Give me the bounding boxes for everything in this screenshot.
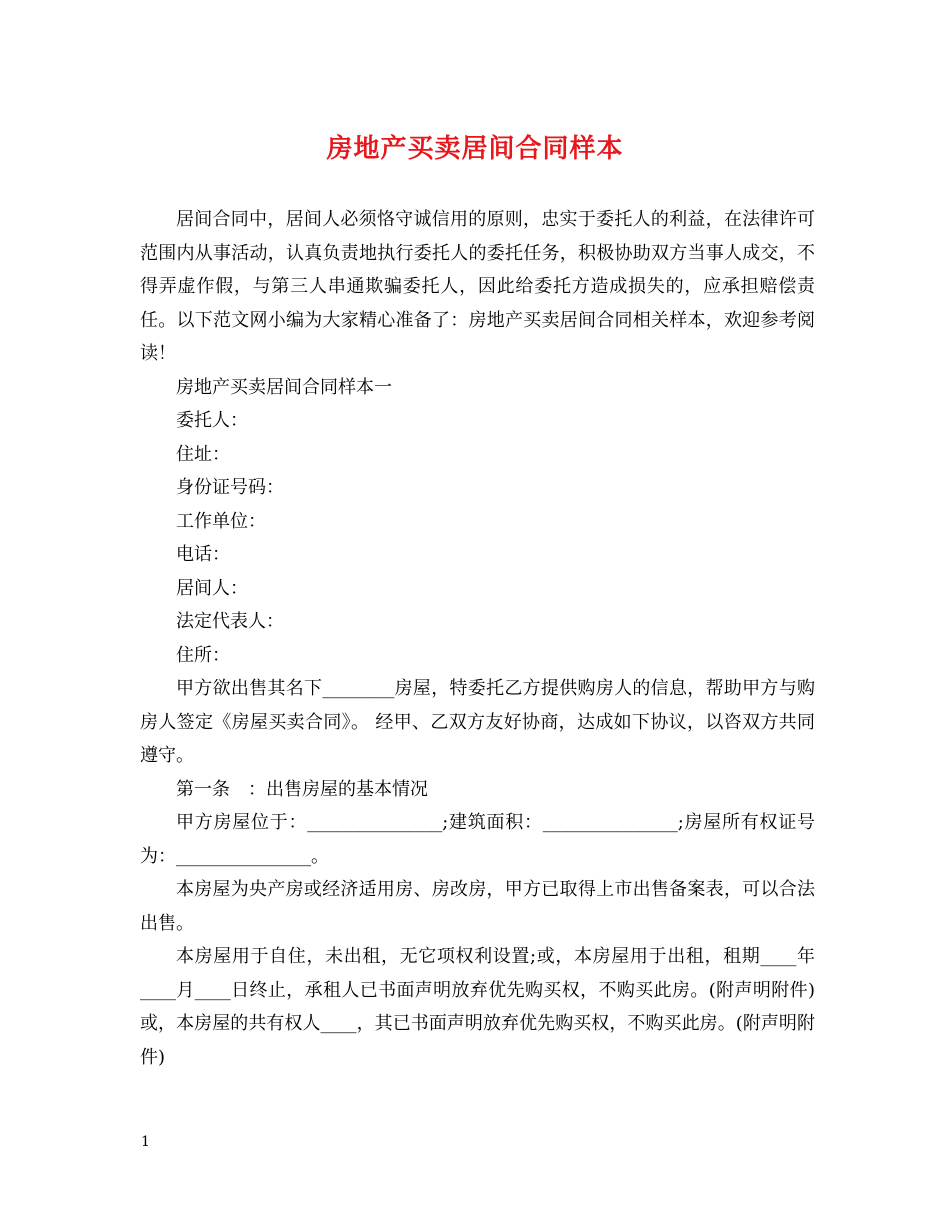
document-body	[140, 203, 815, 1074]
property-use-paragraph: 本房屋用于自住，未出租，无它项权利设置;或，本房屋用于出租，租期____年____月____日终止，承租人已书面声明放弃优先购买权，不购买此房。(附声明附件)或，本房屋的共有权人____，其已书面声明放弃优先购买权，不购买此房。(附声明附件)	[140, 946, 815, 1068]
agreement-paragraph: 甲方欲出售其名下________房屋，特委托乙方提供购房人的信息，帮助甲方与购房人签定《房屋买卖合同》。 经甲、乙双方友好协商，达成如下协议，以咨双方共同遵守。	[140, 678, 815, 766]
field-employer: 工作单位：	[176, 510, 266, 532]
sample-heading: 房地产买卖居间合同样本一	[176, 376, 392, 398]
page-number: 1	[141, 1134, 150, 1150]
intro-paragraph: 居间合同中，居间人必须恪守诚信用的原则，忠实于委托人的利益，在法律许可范围内从事活动，认真负责地执行委托人的委托任务，积极协助双方当事人成交，不得弄虚作假，与第三人串通欺骗委托人，因此给委托方造成损失的，应承担赔偿责任。以下范文网小编为大家精心准备了：房地产买卖居间合同相关样本，欢迎参考阅读！	[140, 209, 815, 364]
field-phone: 电话：	[176, 544, 230, 565]
field-legal-rep: 法定代表人：	[176, 611, 284, 632]
field-id-number: 身份证号码：	[176, 477, 284, 498]
article-one-heading: 第一条 ：出售房屋的基本情况	[176, 778, 428, 800]
field-intermediary: 居间人：	[176, 577, 248, 599]
field-domicile: 住所：	[176, 644, 230, 666]
document-title: 房地产买卖居间合同样本	[326, 134, 624, 164]
field-principal: 委托人：	[176, 410, 248, 431]
property-type-paragraph: 本房屋为央产房或经济适用房、房改房，甲方已取得上市出售备案表，可以合法出售。	[140, 879, 815, 934]
field-address: 住址：	[176, 443, 230, 465]
property-location-paragraph: 甲方房屋位于：_______________;建筑面积：_______________;房屋所有权证号为：_______________。	[140, 812, 815, 867]
